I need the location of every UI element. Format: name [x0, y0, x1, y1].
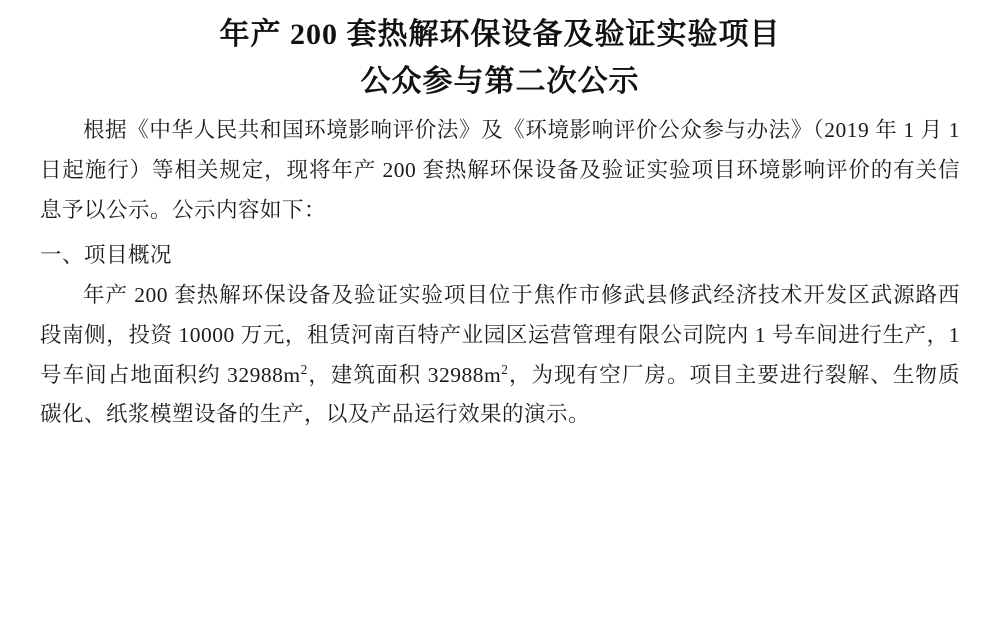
area-superscript-1: 2: [300, 361, 308, 377]
section-heading-project-overview: 一、项目概况: [40, 243, 173, 268]
project-overview-text-part-3: ，为现有空厂房。项目主要进行裂解、生物质碳化、纸浆模塑设备的生产，以及产品运行效果的演示。: [40, 362, 960, 427]
project-overview-text-part-1: 年产 200 套热解环保设备及验证实验项目位于焦作市修武县修武经济技术开发区武源路西段南侧，投资 10000 万元，租赁河南百特产业园区运营管理有限公司院内 1 号车间进行生产，1 号车间占地面积约 32988m: [40, 283, 960, 387]
project-overview-paragraph: [40, 276, 960, 435]
project-overview-text-part-2: ，建筑面积 32988m: [307, 362, 502, 387]
document-title-line-1: 年产 200 套热解环保设备及验证实验项目: [219, 18, 781, 51]
area-superscript-2: 2: [501, 361, 509, 377]
document-title-line-2: 公众参与第二次公示: [360, 64, 640, 98]
document-title-block: [40, 12, 960, 105]
intro-paragraph: 根据《中华人民共和国环境影响评价法》及《环境影响评价公众参与办法》（2019 年 1 月 1 日起施行）等相关规定，现将年产 200 套热解环保设备及验证实验项目环境影响评价的有关信息予以公示。公示内容如下：: [40, 118, 960, 222]
